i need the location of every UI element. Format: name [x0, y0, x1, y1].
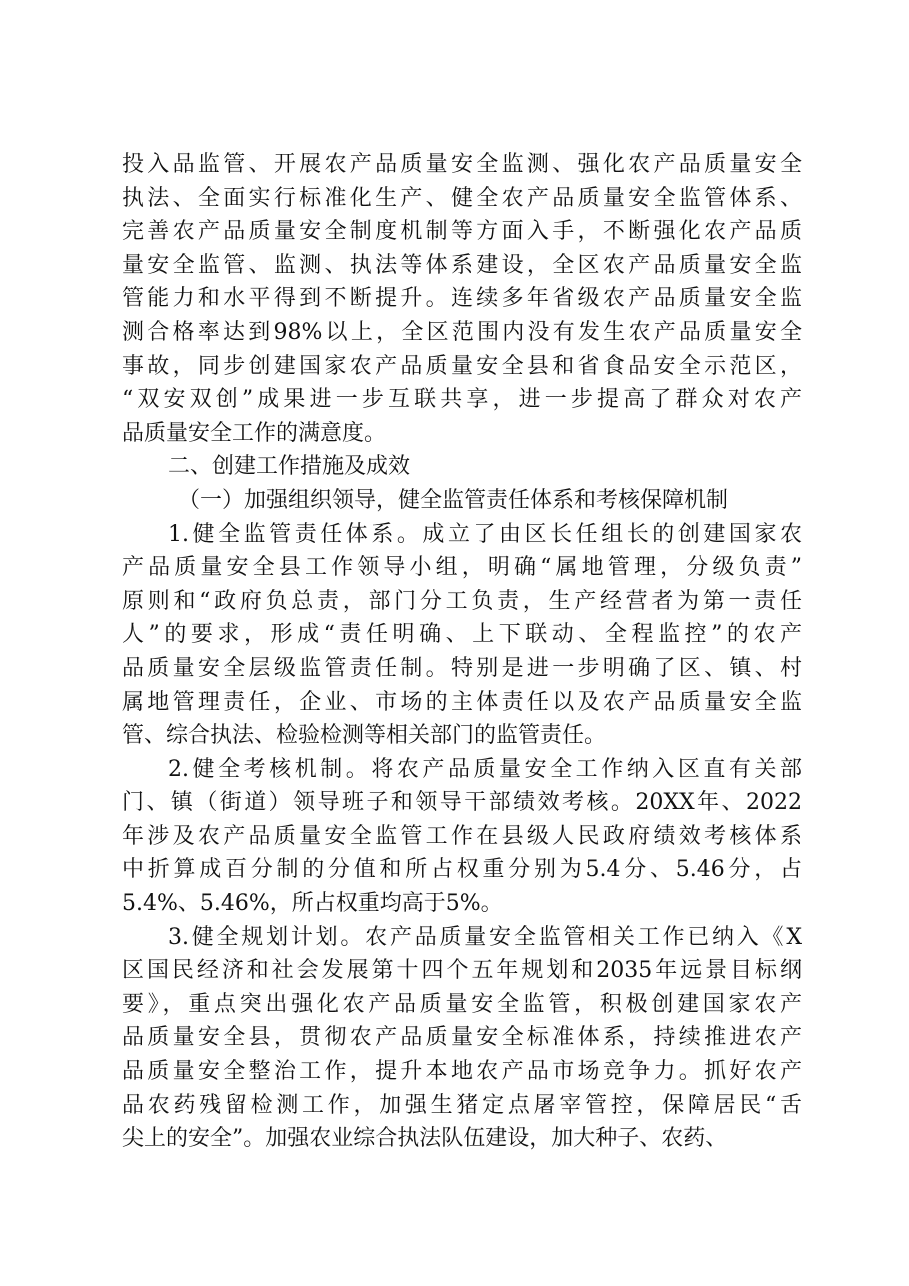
text-line: 量安全监管、监测、执法等体系建设，全区农产品质量安全监 [122, 252, 802, 278]
body-paragraph [122, 148, 802, 450]
text-line: 人”的要求，形成“责任明确、上下联动、全程监控”的农产 [122, 622, 802, 648]
text-line: 管、综合执法、检验检测等相关部门的监管责任。 [122, 723, 607, 749]
text-line: 年涉及农产品质量安全监管工作在县级人民政府绩效考核体系 [122, 823, 802, 849]
text-line: 门、镇（街道）领导班子和领导干部绩效考核。20XX年、2022 [122, 790, 802, 816]
text-line: 品质量安全层级监管责任制。特别是进一步明确了区、镇、村 [122, 655, 802, 681]
text-line: 原则和“政府负总责，部门分工负责，生产经营者为第一责任 [122, 588, 802, 614]
text-line: “双安双创”成果进一步互联共享，进一步提高了群众对农产 [122, 387, 802, 413]
text-line: 产品质量安全县工作领导小组，明确“属地管理，分级负责” [122, 555, 802, 581]
body-paragraph [122, 518, 802, 753]
text-line: 事故，同步创建国家农产品质量安全县和省食品安全示范区， [122, 353, 802, 379]
text-line: 中折算成百分制的分值和所占权重分别为5.4分、5.46分，占 [122, 857, 802, 883]
body-paragraph [122, 753, 802, 921]
text-line: 尖上的安全”。加强农业综合执法队伍建设，加大种子、农药、 [122, 1126, 728, 1152]
document-page [122, 148, 802, 1156]
text-line: 执法、全面实行标准化生产、健全农产品质量安全监管体系、 [122, 185, 802, 211]
text-line: 要》，重点突出强化农产品质量安全监管，积极创建国家农产 [122, 991, 802, 1017]
text-line: （一）加强组织领导，健全监管责任体系和考核保障机制 [178, 487, 729, 513]
text-line: 1.健全监管责任体系。成立了由区长任组长的创建国家农 [168, 521, 802, 547]
text-line: 二、创建工作措施及成效 [168, 454, 411, 480]
text-line: 品质量安全整治工作，提升本地农产品市场竞争力。抓好农产 [122, 1059, 802, 1085]
text-line: 完善农产品质量安全制度机制等方面入手，不断强化农产品质 [122, 219, 802, 245]
text-line: 区国民经济和社会发展第十四个五年规划和2035年远景目标纲 [122, 958, 802, 984]
section-heading [122, 450, 802, 484]
body-paragraph [122, 921, 802, 1156]
text-line: 2.健全考核机制。将农产品质量安全工作纳入区直有关部 [168, 756, 802, 782]
text-line: 测合格率达到98%以上，全区范围内没有发生农产品质量安全 [122, 319, 802, 345]
text-line: 管能力和水平得到不断提升。连续多年省级农产品质量安全监 [122, 286, 802, 312]
text-line: 投入品监管、开展农产品质量安全监测、强化农产品质量安全 [122, 152, 802, 177]
text-line: 品质量安全工作的满意度。 [122, 420, 387, 446]
text-line: 品农药残留检测工作，加强生猪定点屠宰管控，保障居民“舌 [122, 1092, 802, 1118]
text-line: 属地管理责任，企业、市场的主体责任以及农产品质量安全监 [122, 689, 802, 715]
text-line: 品质量安全县，贯彻农产品质量安全标准体系，持续推进农产 [122, 1025, 802, 1051]
text-line: 5.4%、5.46%，所占权重均高于5%。 [122, 891, 503, 917]
subsection-heading [122, 484, 802, 518]
text-line: 3.健全规划计划。农产品质量安全监管相关工作已纳入《X [168, 924, 802, 950]
